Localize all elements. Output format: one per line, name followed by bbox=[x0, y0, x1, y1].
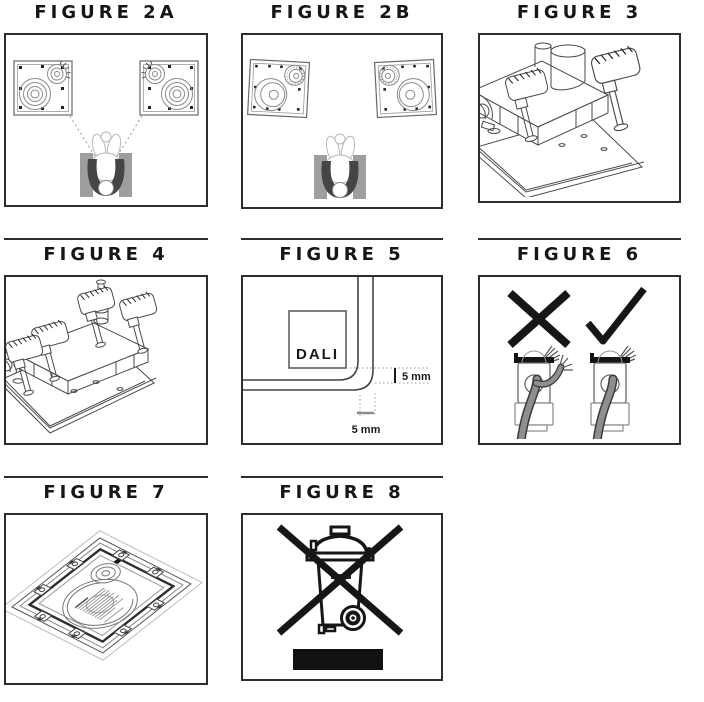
cross-mark-icon bbox=[510, 293, 568, 345]
weee-crossed-bin-icon bbox=[243, 515, 441, 675]
cutout-corner-clearance-diagram bbox=[243, 277, 441, 439]
figure-card-8 bbox=[241, 476, 443, 681]
wire-connection-right-wrong-diagram bbox=[480, 277, 679, 439]
figure-canvas-7 bbox=[4, 513, 208, 685]
speaker-back-panel-diagram bbox=[6, 515, 206, 679]
figure-title-2b: FIGURE 2B bbox=[270, 2, 414, 23]
figure-card-6 bbox=[478, 238, 681, 445]
dali-logo-text: DALI bbox=[296, 346, 339, 363]
title-rule bbox=[4, 238, 208, 240]
speaker-rear-clamps-rotated-diagram bbox=[6, 277, 206, 439]
dimension-label-bottom: 5 mm bbox=[351, 424, 381, 436]
figure-card-2b bbox=[241, 2, 443, 209]
title-rule bbox=[4, 476, 208, 478]
figure-canvas-4 bbox=[4, 275, 208, 445]
weee-black-bar bbox=[293, 649, 383, 670]
figure-title-8: FIGURE 8 bbox=[279, 482, 405, 503]
figure-title-3: FIGURE 3 bbox=[516, 2, 643, 23]
figure-canvas-2b bbox=[241, 33, 443, 209]
figure-title-2a: FIGURE 2A bbox=[34, 2, 178, 23]
check-mark-icon bbox=[588, 289, 644, 341]
terminal-wrong bbox=[514, 346, 573, 439]
dimension-label-right: 5 mm bbox=[402, 371, 431, 383]
terminal-correct bbox=[590, 346, 636, 439]
figure-canvas-6 bbox=[478, 275, 681, 445]
figure-canvas-3 bbox=[478, 33, 681, 203]
figure-canvas-5 bbox=[241, 275, 443, 445]
stereo-listening-diagram bbox=[6, 35, 206, 201]
figure-title-4: FIGURE 4 bbox=[43, 244, 169, 265]
title-rule bbox=[478, 238, 681, 240]
figure-canvas-8 bbox=[241, 513, 443, 681]
title-rule bbox=[241, 476, 443, 478]
figure-card-7 bbox=[4, 476, 208, 685]
figure-card-3 bbox=[478, 2, 681, 203]
figure-card-2a bbox=[4, 2, 208, 207]
figure-canvas-2a bbox=[4, 33, 208, 207]
title-rule bbox=[241, 238, 443, 240]
speaker-rear-clamps-diagram bbox=[480, 35, 679, 197]
figure-card-4 bbox=[4, 238, 208, 445]
figure-title-5: FIGURE 5 bbox=[279, 244, 405, 265]
figure-card-5 bbox=[241, 238, 443, 445]
figure-title-7: FIGURE 7 bbox=[43, 482, 169, 503]
figure-title-6: FIGURE 6 bbox=[516, 244, 643, 265]
stereo-listening-angled-diagram bbox=[243, 35, 441, 203]
